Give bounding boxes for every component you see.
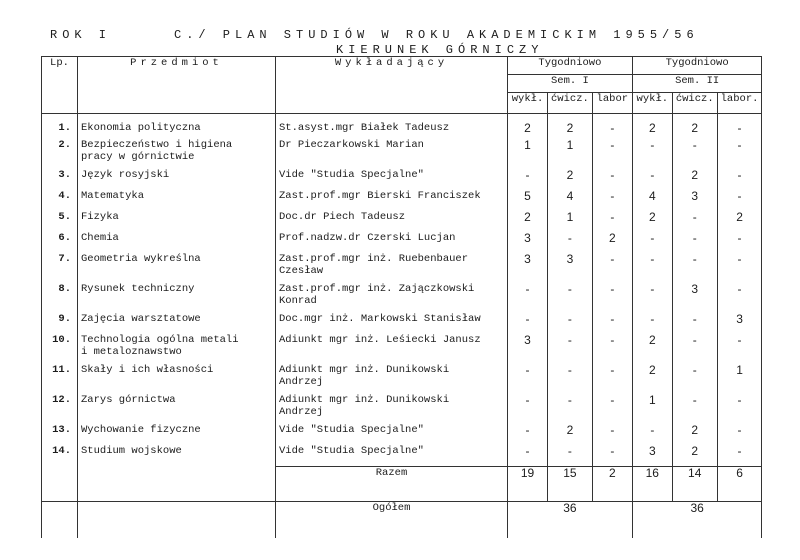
row-number: 10. bbox=[42, 334, 78, 364]
row-hours-value: - bbox=[508, 394, 548, 424]
row-lecturer: Doc.mgr inż. Markowski Stanisław bbox=[276, 313, 508, 334]
row-hours-value: - bbox=[508, 445, 548, 467]
row-hours-value: - bbox=[672, 394, 717, 424]
row-subject: Geometria wykreślna bbox=[78, 253, 276, 283]
row-hours-value: 2 bbox=[717, 211, 762, 232]
row-hours-value: 3 bbox=[672, 283, 717, 313]
row-hours-value: 2 bbox=[508, 114, 548, 140]
row-number: 9. bbox=[42, 313, 78, 334]
row-hours-value: - bbox=[717, 139, 762, 169]
row-hours-value: - bbox=[592, 211, 632, 232]
row-subject: Skały i ich własności bbox=[78, 364, 276, 394]
table-row bbox=[42, 253, 762, 283]
row-hours-value: - bbox=[717, 190, 762, 211]
row-hours-value: - bbox=[592, 445, 632, 467]
row-hours-value: 3 bbox=[672, 190, 717, 211]
grand-total-sem2: 36 bbox=[632, 502, 762, 539]
row-subject: Zarys górnictwa bbox=[78, 394, 276, 424]
row-number: 11. bbox=[42, 364, 78, 394]
row-hours-value: 2 bbox=[672, 445, 717, 467]
row-number: 13. bbox=[42, 424, 78, 445]
header-sub-col: labor bbox=[592, 93, 632, 114]
table-row bbox=[42, 114, 762, 140]
row-hours-value: 2 bbox=[672, 424, 717, 445]
total-value: 6 bbox=[717, 467, 762, 502]
row-hours-value: - bbox=[717, 253, 762, 283]
row-hours-value: - bbox=[548, 283, 593, 313]
row-hours-value: - bbox=[632, 253, 672, 283]
table-row bbox=[42, 445, 762, 467]
header-sub-col: labor. bbox=[717, 93, 762, 114]
row-hours-value: 4 bbox=[632, 190, 672, 211]
header-sub-col: wykł. bbox=[508, 93, 548, 114]
row-number: 6. bbox=[42, 232, 78, 253]
grand-total-sem1: 36 bbox=[508, 502, 633, 539]
row-hours-value: - bbox=[672, 313, 717, 334]
row-hours-value: - bbox=[717, 283, 762, 313]
row-hours-value: - bbox=[717, 114, 762, 140]
row-hours-value: - bbox=[548, 334, 593, 364]
row-hours-value: 2 bbox=[632, 364, 672, 394]
row-number: 3. bbox=[42, 169, 78, 190]
row-lecturer: St.asyst.mgr Białek Tadeusz bbox=[276, 114, 508, 140]
row-hours-value: 2 bbox=[632, 211, 672, 232]
row-subject: Technologia ogólna metali i metaloznawstwo bbox=[78, 334, 276, 364]
row-hours-value: 5 bbox=[508, 190, 548, 211]
row-subject: Chemia bbox=[78, 232, 276, 253]
row-hours-value: 3 bbox=[508, 334, 548, 364]
row-hours-value: - bbox=[592, 424, 632, 445]
total-label: Razem bbox=[276, 467, 508, 502]
table-row bbox=[42, 394, 762, 424]
row-number: 8. bbox=[42, 283, 78, 313]
row-hours-value: - bbox=[592, 139, 632, 169]
row-hours-value: - bbox=[592, 394, 632, 424]
table-row bbox=[42, 190, 762, 211]
row-lecturer: Vide "Studia Specjalne" bbox=[276, 424, 508, 445]
header-lecturer: Wykładający bbox=[276, 57, 508, 114]
row-lecturer: Prof.nadzw.dr Czerski Lucjan bbox=[276, 232, 508, 253]
grand-total-label: Ogółem bbox=[276, 502, 508, 539]
header-weekly-sem2: Tygodniowo bbox=[632, 57, 762, 75]
row-hours-value: - bbox=[632, 169, 672, 190]
row-hours-value: - bbox=[717, 394, 762, 424]
header-weekly-sem1: Tygodniowo bbox=[508, 57, 633, 75]
year-label: ROK I bbox=[50, 28, 112, 42]
row-hours-value: - bbox=[592, 169, 632, 190]
total-value: 2 bbox=[592, 467, 632, 502]
row-hours-value: 1 bbox=[508, 139, 548, 169]
row-number: 12. bbox=[42, 394, 78, 424]
row-hours-value: 2 bbox=[548, 169, 593, 190]
row-hours-value: 4 bbox=[548, 190, 593, 211]
row-hours-value: - bbox=[592, 190, 632, 211]
total-value: 19 bbox=[508, 467, 548, 502]
row-lecturer: Dr Pieczarkowski Marian bbox=[276, 139, 508, 169]
total-row bbox=[42, 467, 762, 502]
row-hours-value: - bbox=[672, 364, 717, 394]
row-hours-value: 1 bbox=[548, 211, 593, 232]
row-number: 1. bbox=[42, 114, 78, 140]
row-hours-value: 2 bbox=[548, 424, 593, 445]
table-row bbox=[42, 313, 762, 334]
row-hours-value: - bbox=[672, 334, 717, 364]
row-subject: Studium wojskowe bbox=[78, 445, 276, 467]
row-lecturer: Adiunkt mgr inż. Dunikowski Andrzej bbox=[276, 364, 508, 394]
header-lp: Lp. bbox=[42, 57, 78, 114]
total-blank bbox=[78, 467, 276, 502]
row-hours-value: 3 bbox=[632, 445, 672, 467]
row-hours-value: - bbox=[717, 334, 762, 364]
row-hours-value: 1 bbox=[717, 364, 762, 394]
total-value: 16 bbox=[632, 467, 672, 502]
table-row bbox=[42, 334, 762, 364]
header-row-1 bbox=[42, 57, 762, 75]
row-hours-value: 2 bbox=[672, 114, 717, 140]
row-hours-value: 2 bbox=[672, 169, 717, 190]
row-hours-value: 2 bbox=[508, 211, 548, 232]
table-row bbox=[42, 364, 762, 394]
row-hours-value: 2 bbox=[592, 232, 632, 253]
row-hours-value: - bbox=[592, 253, 632, 283]
row-hours-value: - bbox=[548, 445, 593, 467]
row-number: 4. bbox=[42, 190, 78, 211]
total-blank bbox=[42, 467, 78, 502]
row-number: 2. bbox=[42, 139, 78, 169]
row-hours-value: - bbox=[508, 169, 548, 190]
document-subtitle: KIERUNEK GÓRNICZY bbox=[336, 43, 544, 57]
row-hours-value: - bbox=[672, 139, 717, 169]
row-subject: Wychowanie fizyczne bbox=[78, 424, 276, 445]
row-subject: Język rosyjski bbox=[78, 169, 276, 190]
row-subject: Fizyka bbox=[78, 211, 276, 232]
row-hours-value: - bbox=[717, 232, 762, 253]
grand-total-row bbox=[42, 502, 762, 539]
row-hours-value: 3 bbox=[508, 232, 548, 253]
table-row bbox=[42, 139, 762, 169]
row-hours-value: 1 bbox=[548, 139, 593, 169]
grand-blank bbox=[42, 502, 78, 539]
row-hours-value: - bbox=[717, 424, 762, 445]
table-row bbox=[42, 283, 762, 313]
table-row bbox=[42, 169, 762, 190]
document-title: C./ PLAN STUDIÓW W ROKU AKADEMICKIM 1955/56 bbox=[174, 28, 699, 42]
header-sem1: Sem. I bbox=[508, 75, 633, 93]
header-sem2: Sem. II bbox=[632, 75, 762, 93]
header-sub-col: ćwicz. bbox=[672, 93, 717, 114]
study-plan-table bbox=[41, 56, 762, 538]
row-hours-value: - bbox=[632, 232, 672, 253]
table-row bbox=[42, 211, 762, 232]
row-hours-value: - bbox=[672, 211, 717, 232]
row-lecturer: Zast.prof.mgr inż. Ruebenbauer Czesław bbox=[276, 253, 508, 283]
row-hours-value: - bbox=[592, 283, 632, 313]
header-subject: Przedmiot bbox=[78, 57, 276, 114]
row-hours-value: - bbox=[592, 114, 632, 140]
table-row bbox=[42, 232, 762, 253]
row-hours-value: 1 bbox=[632, 394, 672, 424]
row-hours-value: 2 bbox=[632, 114, 672, 140]
total-value: 14 bbox=[672, 467, 717, 502]
row-hours-value: - bbox=[592, 313, 632, 334]
row-number: 7. bbox=[42, 253, 78, 283]
row-hours-value: - bbox=[672, 253, 717, 283]
row-hours-value: - bbox=[592, 364, 632, 394]
row-lecturer: Doc.dr Piech Tadeusz bbox=[276, 211, 508, 232]
row-hours-value: - bbox=[508, 283, 548, 313]
row-number: 14. bbox=[42, 445, 78, 467]
row-hours-value: - bbox=[672, 232, 717, 253]
row-lecturer: Vide "Studia Specjalne" bbox=[276, 445, 508, 467]
row-subject: Ekonomia polityczna bbox=[78, 114, 276, 140]
row-hours-value: - bbox=[548, 394, 593, 424]
row-hours-value: 3 bbox=[548, 253, 593, 283]
row-hours-value: 3 bbox=[717, 313, 762, 334]
row-hours-value: - bbox=[548, 232, 593, 253]
header-sub-col: wykł. bbox=[632, 93, 672, 114]
row-hours-value: - bbox=[508, 313, 548, 334]
row-hours-value: - bbox=[508, 424, 548, 445]
row-subject: Bezpieczeństwo i higiena pracy w górnictwie bbox=[78, 139, 276, 169]
total-value: 15 bbox=[548, 467, 593, 502]
row-hours-value: - bbox=[548, 364, 593, 394]
row-lecturer: Adiunkt mgr inż. Leśiecki Janusz bbox=[276, 334, 508, 364]
row-hours-value: - bbox=[632, 313, 672, 334]
row-hours-value: - bbox=[632, 139, 672, 169]
row-number: 5. bbox=[42, 211, 78, 232]
row-lecturer: Adiunkt mgr inż. Dunikowski Andrzej bbox=[276, 394, 508, 424]
row-hours-value: - bbox=[632, 283, 672, 313]
row-lecturer: Vide "Studia Specjalne" bbox=[276, 169, 508, 190]
row-subject: Rysunek techniczny bbox=[78, 283, 276, 313]
row-hours-value: - bbox=[717, 169, 762, 190]
row-hours-value: - bbox=[717, 445, 762, 467]
row-subject: Zajęcia warsztatowe bbox=[78, 313, 276, 334]
row-hours-value: - bbox=[508, 364, 548, 394]
row-hours-value: 2 bbox=[548, 114, 593, 140]
row-hours-value: - bbox=[592, 334, 632, 364]
row-hours-value: - bbox=[632, 424, 672, 445]
grand-blank bbox=[78, 502, 276, 539]
row-subject: Matematyka bbox=[78, 190, 276, 211]
row-hours-value: 2 bbox=[632, 334, 672, 364]
row-lecturer: Zast.prof.mgr inż. Zajączkowski Konrad bbox=[276, 283, 508, 313]
row-hours-value: 3 bbox=[508, 253, 548, 283]
row-hours-value: - bbox=[548, 313, 593, 334]
table-row bbox=[42, 424, 762, 445]
header-sub-col: ćwicz. bbox=[548, 93, 593, 114]
row-lecturer: Zast.prof.mgr Bierski Franciszek bbox=[276, 190, 508, 211]
